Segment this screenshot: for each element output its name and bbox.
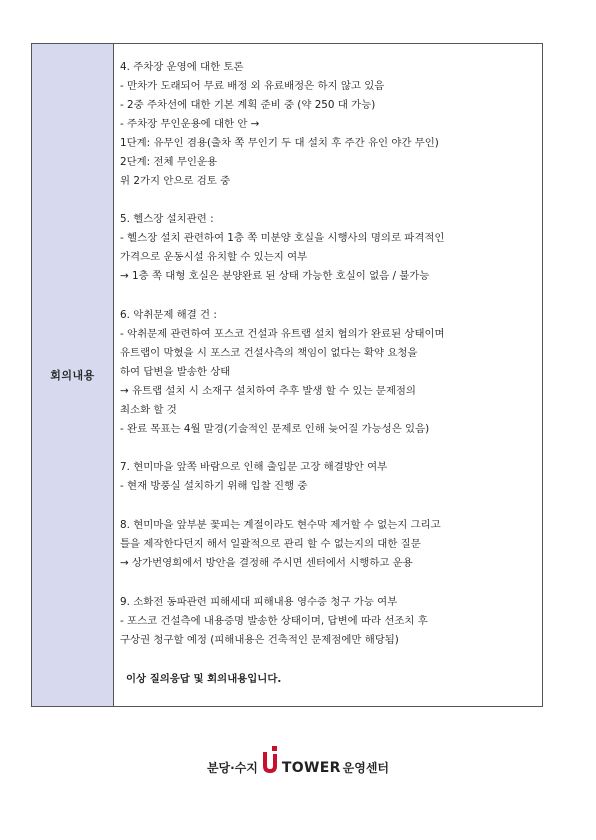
content-line: - 주차장 무인운용에 대한 안 → (120, 118, 260, 130)
content-line: → 1층 쪽 대형 호실은 분양완료 된 상태 가능한 호실이 없음 / 불가능 (120, 270, 430, 282)
content-line: 1단계: 유무인 겸용(출차 쪽 무인기 두 대 설치 후 주간 유인 야간 무인) (120, 137, 439, 149)
label-cell (32, 44, 114, 706)
content-line: - 현재 방풍실 설치하기 위해 입찰 진행 중 (120, 480, 308, 492)
content-line: - 포스코 건설측에 내용증명 발송한 상태이며, 답변에 따라 선조치 후 (120, 615, 428, 627)
u-tower-logo-icon (260, 746, 280, 776)
meeting-content-label: 회의내용 (50, 369, 95, 382)
content-line: 가격으로 운동시설 유치할 수 있는지 여부 (120, 251, 308, 263)
content-line: 최소화 할 것 (120, 404, 177, 416)
content-line: - 악취문제 관련하여 포스코 건설과 유트랩 설치 협의가 완료된 상태이며 (120, 328, 445, 340)
content-line: - 2중 주차선에 대한 기본 계획 준비 중 (약 250 대 가능) (120, 99, 376, 111)
footer-prefix: 분당·수지 (206, 761, 258, 775)
footer-suffix: 운영센터 (342, 761, 390, 775)
content-line: 6. 악취문제 해결 건 : (120, 309, 217, 321)
content-line: 2단계: 전체 무인운용 (120, 156, 218, 168)
content-line: 7. 현미마을 앞쪽 바람으로 인해 출입문 고장 해결방안 여부 (120, 461, 388, 473)
content-line: 8. 현미마을 앞부분 꽃피는 계절이라도 현수막 제거할 수 없는지 그리고 (120, 519, 441, 531)
footer-brand: TOWER (281, 760, 341, 776)
content-line: 구상권 청구할 예정 (피해내용은 건축적인 문제점에만 해당됨) (120, 634, 399, 646)
content-line: 틀을 제작한다던지 해서 일괄적으로 관리 할 수 없는지의 대한 질문 (120, 538, 421, 550)
content-line: 위 2가지 안으로 검토 중 (120, 175, 231, 187)
content-line: - 만차가 도래되어 무료 배정 외 유료배정은 하지 않고 있음 (120, 80, 385, 92)
content-line: 4. 주차장 운영에 대한 토론 (120, 61, 244, 73)
content-line: - 헬스장 설치 관련하여 1층 쪽 미분양 호실을 시행사의 명의로 파격적인 (120, 232, 445, 244)
content-line: 하여 답변을 발송한 상태 (120, 366, 231, 378)
content-line: → 유트랩 설치 시 소재구 설치하여 추후 발생 할 수 있는 문제점의 (120, 385, 416, 397)
closing-statement: 이상 질의응답 및 회의내용입니다. (126, 673, 282, 685)
content-line: 5. 헬스장 설치관련 : (120, 213, 214, 225)
content-line: - 완료 목표는 4월 말경(기술적인 문제로 인해 늦어질 가능성은 있음) (120, 423, 430, 435)
content-cell (114, 44, 542, 706)
content-line: → 상가번영회에서 방안을 결정해 주시면 센터에서 시행하고 운용 (120, 557, 413, 569)
content-line: 유트랩이 막혔을 시 포스코 건설사측의 책임이 없다는 확약 요청을 (120, 347, 418, 359)
footer-logo-group (207, 746, 389, 776)
footer (0, 742, 596, 776)
content-line: 9. 소화전 동파관련 피해세대 피해내용 영수증 청구 가능 여부 (120, 596, 398, 608)
meeting-minutes-table (31, 43, 543, 707)
